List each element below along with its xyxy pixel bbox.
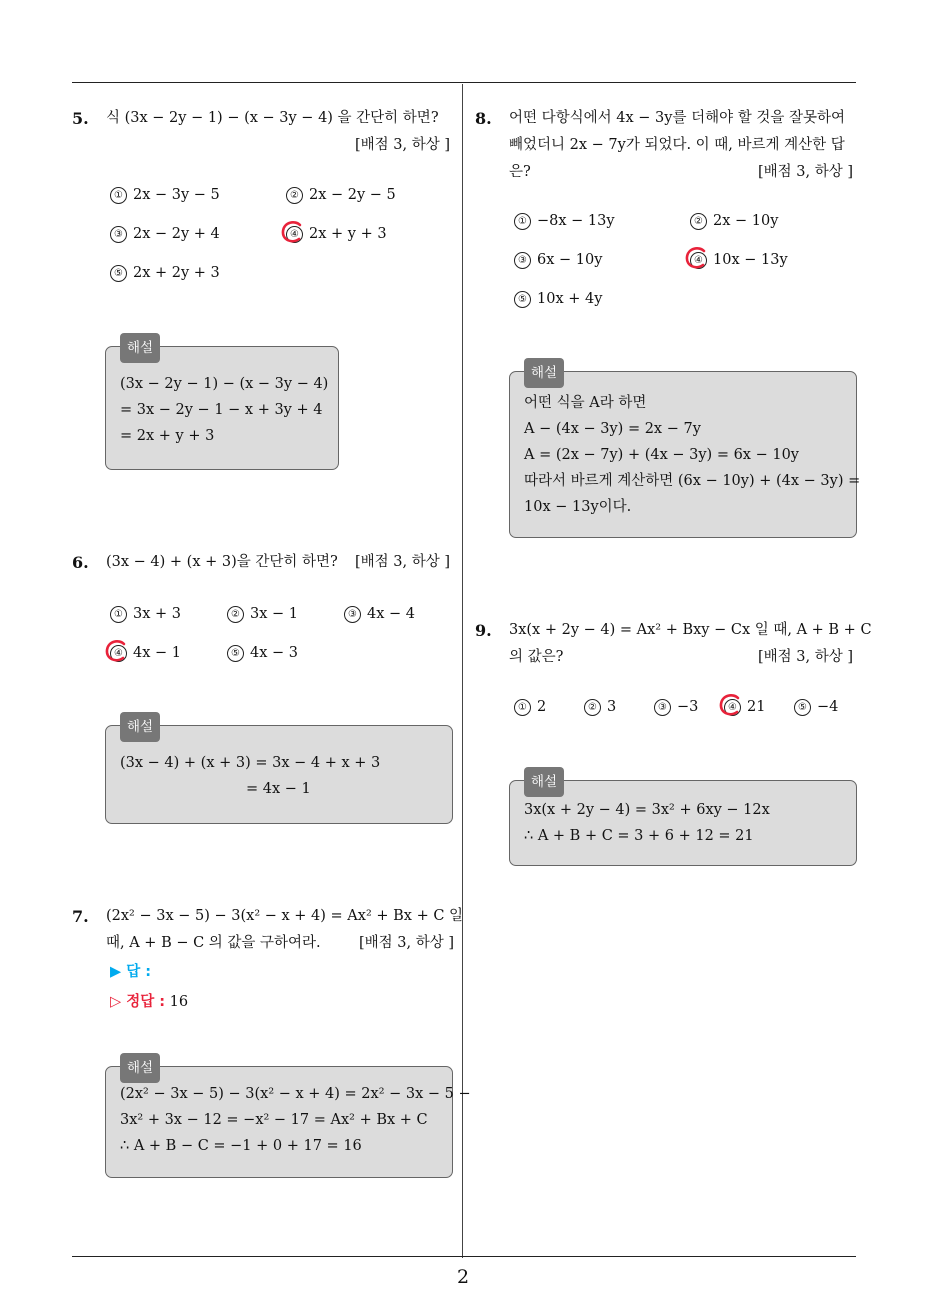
answer-mark-icon: [684, 245, 710, 271]
choice-3[interactable]: ③ 2x − 2y + 4: [110, 226, 220, 243]
solution-box-5: [105, 340, 339, 470]
solution-box-9: [509, 774, 857, 866]
question-line: 빼었더니 2x − 7y가 되었다. 이 때, 바르게 계산한 답: [509, 137, 845, 153]
problem-9: [475, 617, 872, 671]
question-line: 식 (3x − 2y − 1) − (x − 3y − 4) 을 간단히 하면?: [106, 110, 439, 126]
question-line: 의 값은?: [509, 649, 564, 665]
choice-3[interactable]: ③ −3: [654, 699, 698, 716]
choice-4[interactable]: ④ 4x − 1: [110, 645, 181, 662]
answer-block-7: [110, 957, 188, 1017]
solution-tag: 해설: [120, 1053, 160, 1083]
problem-number: 8.: [475, 109, 492, 128]
choice-4[interactable]: ④ 2x + y + 3: [286, 226, 387, 243]
question-line: 3x(x + 2y − 4) = Ax² + Bxy − Cx 일 때, A + B + C: [509, 622, 872, 638]
choice-5[interactable]: ⑤ 4x − 3: [227, 645, 298, 662]
solution-body: 3x(x + 2y − 4) = 3x² + 6xy − 12x ∴ A + B + C = 3 + 6 + 12 = 21: [524, 802, 770, 844]
problem-8: [475, 105, 853, 186]
choice-1[interactable]: ① −8x − 13y: [514, 213, 615, 230]
solution-tag: 해설: [120, 333, 160, 363]
question-line: (3x − 4) + (x + 3)을 간단히 하면?: [106, 554, 338, 570]
choice-1[interactable]: ① 2x − 3y − 5: [110, 187, 220, 204]
solution-box-7: [105, 1060, 471, 1178]
bottom-rule: [72, 1256, 856, 1257]
solution-box-8: [509, 365, 861, 538]
top-rule: [72, 82, 856, 83]
choice-4[interactable]: ④ 21: [724, 699, 765, 716]
score-meta: [배점 3, 하상 ]: [757, 649, 853, 665]
choice-2[interactable]: ② 2x − 10y: [690, 213, 778, 230]
solution-tag: 해설: [524, 767, 564, 797]
column-divider: [462, 84, 463, 1258]
choice-2[interactable]: ② 2x − 2y − 5: [286, 187, 396, 204]
problem-number: 9.: [475, 621, 492, 640]
score-meta: [배점 3, 하상 ]: [358, 935, 454, 951]
choice-5[interactable]: ⑤ 2x + 2y + 3: [110, 265, 220, 282]
problem-7: [72, 903, 464, 957]
solution-body: (3x − 2y − 1) − (x − 3y − 4) = 3x − 2y − 1 − x + 3y + 4 = 2x + y + 3: [120, 376, 329, 444]
choice-3[interactable]: ③ 4x − 4: [344, 606, 415, 623]
choice-5[interactable]: ⑤ 10x + 4y: [514, 291, 602, 308]
score-meta: [배점 3, 하상 ]: [354, 554, 450, 570]
solution-body: 어떤 식을 A라 하면 A − (4x − 3y) = 2x − 7y A = (2x − 7y) + (4x − 3y) = 6x − 10y 따라서 바르게 계산하면 (6x − 10y) + (4x − 3y) = 10x − 13y이다.: [524, 395, 861, 515]
choice-1[interactable]: ① 2: [514, 699, 546, 716]
score-meta: [배점 3, 하상 ]: [354, 137, 450, 153]
problem-number: 7.: [72, 907, 89, 926]
solution-tag: 해설: [120, 712, 160, 742]
question-line: 은?: [509, 164, 531, 180]
question-line: (2x² − 3x − 5) − 3(x² − x + 4) = Ax² + Bx + C 일: [106, 908, 464, 924]
problem-6: [72, 549, 450, 576]
choice-4[interactable]: ④ 10x − 13y: [690, 252, 788, 269]
choice-2[interactable]: ② 3x − 1: [227, 606, 298, 623]
question-line: 어떤 다항식에서 4x − 3y를 더해야 할 것을 잘못하여: [509, 110, 845, 126]
choice-3[interactable]: ③ 6x − 10y: [514, 252, 602, 269]
problem-number: 6.: [72, 553, 89, 572]
problem-number: 5.: [72, 109, 89, 128]
solution-box-6: [105, 719, 453, 824]
correct-answer-value: 16: [169, 994, 189, 1010]
answer-mark-icon: [280, 219, 306, 245]
solution-tag: 해설: [524, 358, 564, 388]
score-meta: [배점 3, 하상 ]: [757, 164, 853, 180]
answer-mark-icon: [718, 692, 744, 718]
answer-line: ▶ 답 :: [110, 964, 152, 980]
choice-1[interactable]: ① 3x + 3: [110, 606, 181, 623]
problem-5: [72, 105, 450, 159]
correct-answer-line: ▷ 정답 : 16: [110, 994, 189, 1010]
answer-mark-icon: [104, 638, 130, 664]
question-line: 때, A + B − C 의 값을 구하여라.: [106, 935, 321, 951]
choice-5[interactable]: ⑤ −4: [794, 699, 838, 716]
page-number: 2: [456, 1266, 470, 1288]
solution-body: (3x − 4) + (x + 3) = 3x − 4 + x + 3 = 4x − 1: [120, 755, 381, 797]
choice-2[interactable]: ② 3: [584, 699, 616, 716]
solution-body: (2x² − 3x − 5) − 3(x² − x + 4) = 2x² − 3x − 5 − 3x² + 3x − 12 = −x² − 17 = Ax² + Bx + C ∴ A + B − C = −1 + 0 + 17 = 16: [120, 1086, 471, 1154]
